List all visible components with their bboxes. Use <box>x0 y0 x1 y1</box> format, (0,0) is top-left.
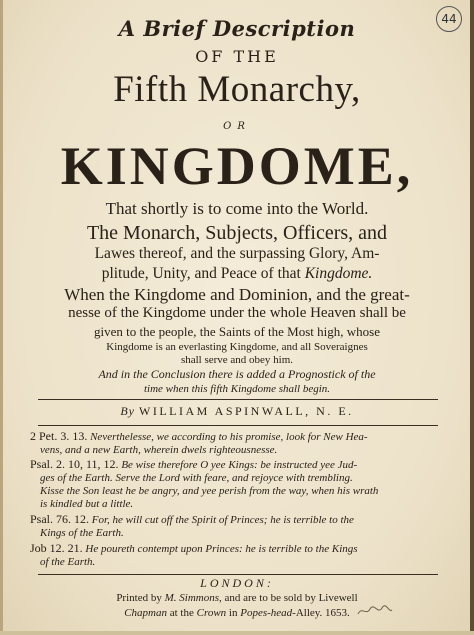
conclusion-line-2: time when this fifth Kingdome shall begin. <box>143 383 331 395</box>
imprint-text: Printed by <box>116 592 165 604</box>
subtitle-line-4-text: plitude, Unity, and Peace of that <box>101 265 305 282</box>
subtitle-line-1: That shortly is to come into the World. <box>105 199 369 218</box>
quote-text: Kings of the Earth. <box>40 527 124 539</box>
quote-text: vens, and a new Earth, wherein dwels righteousnesse. <box>40 444 278 456</box>
quote-ref: 2 Pet. 3. 13. <box>30 429 88 443</box>
quote-ref: Psal. 2. 10, 11, 12. <box>30 457 119 471</box>
title-brief-description: A Brief Description <box>118 16 356 41</box>
imprint-sign: Crown <box>196 607 227 619</box>
subtitle-line-7: given to the people, the Saints of the Most high, whose <box>94 324 380 339</box>
author-name: WILLIAM ASPINWALL, N. E. <box>139 404 354 418</box>
title-fifth-monarchy: Fifth Monarchy, <box>113 69 361 110</box>
quote-ref: Job 12. 21. <box>30 541 83 555</box>
title-of-the: OF THE <box>195 47 279 66</box>
quote-2-peter <box>30 430 450 457</box>
quote-text: ges of the Earth. Serve the Lord with feare, and rejoyce with trembling. <box>40 472 353 484</box>
page-edge-bottom <box>0 631 474 635</box>
page-number: 44 <box>441 12 457 26</box>
imprint-seller: Chapman <box>124 607 167 619</box>
imprint-city: LONDON: <box>200 576 274 590</box>
title-or: OR <box>223 121 251 132</box>
imprint-text: in <box>226 607 241 619</box>
quote-psalm-2 <box>30 458 450 511</box>
subtitle-line-9: shall serve and obey him. <box>180 354 294 366</box>
quote-text: He poureth contempt upon Princes: he is terrible to the Kings <box>82 543 358 555</box>
conclusion-line-1: And in the Conclusion there is added a Prognostick of the <box>98 367 376 381</box>
quote-text: Kisse the Son least he be angry, and yee perish from the way, when his wrath <box>40 485 379 497</box>
quote-psalm-76 <box>30 513 450 540</box>
subtitle-line-3: Lawes thereof, and the surpassing Glory, Am- <box>94 245 380 262</box>
subtitle-line-5: When the Kingdome and Dominion, and the great- <box>64 285 410 304</box>
subtitle-line-8: Kingdome is an everlasting Kingdome, and all Soveraignes <box>106 341 368 353</box>
title-kingdome: KINGDOME, <box>60 136 414 196</box>
author-line <box>0 404 474 419</box>
imprint-text: at the <box>166 607 197 619</box>
rule-top <box>38 399 438 400</box>
quote-text: Neverthelesse, we according to his promise, look for New Hea- <box>87 431 368 443</box>
imprint-printer: M. Simmons <box>164 592 219 604</box>
quote-text: For, he will cut off the Spirit of Princes; he is terrible to the <box>89 514 354 526</box>
imprint-line-1 <box>0 592 474 604</box>
quote-text: Be wise therefore O yee Kings: be instructed yee Jud- <box>118 459 358 471</box>
subtitle-line-6: nesse of the Kingdome under the whole Heaven shall be <box>68 305 406 321</box>
subtitle-line-2: The Monarch, Subjects, Officers, and <box>86 222 388 244</box>
imprint-text: Alley. 1653. <box>295 607 350 619</box>
subtitle-line-4-italic: Kingdome. <box>304 265 373 282</box>
subtitle-line-4 <box>0 265 474 283</box>
imprint-line-2 <box>0 607 474 619</box>
imprint-street: Popes-head- <box>240 607 296 619</box>
imprint-text: , and are to be sold by Livewell <box>218 592 358 604</box>
rule-bottom <box>38 574 438 575</box>
quote-ref: Psal. 76. 12. <box>30 512 90 526</box>
author-prefix: By <box>120 404 139 418</box>
quote-text: of the Earth. <box>40 556 96 568</box>
quote-job <box>30 542 450 569</box>
handwritten-mark-icon <box>356 604 394 618</box>
quote-text: is kindled but a little. <box>40 498 134 510</box>
rule-middle <box>38 425 438 426</box>
